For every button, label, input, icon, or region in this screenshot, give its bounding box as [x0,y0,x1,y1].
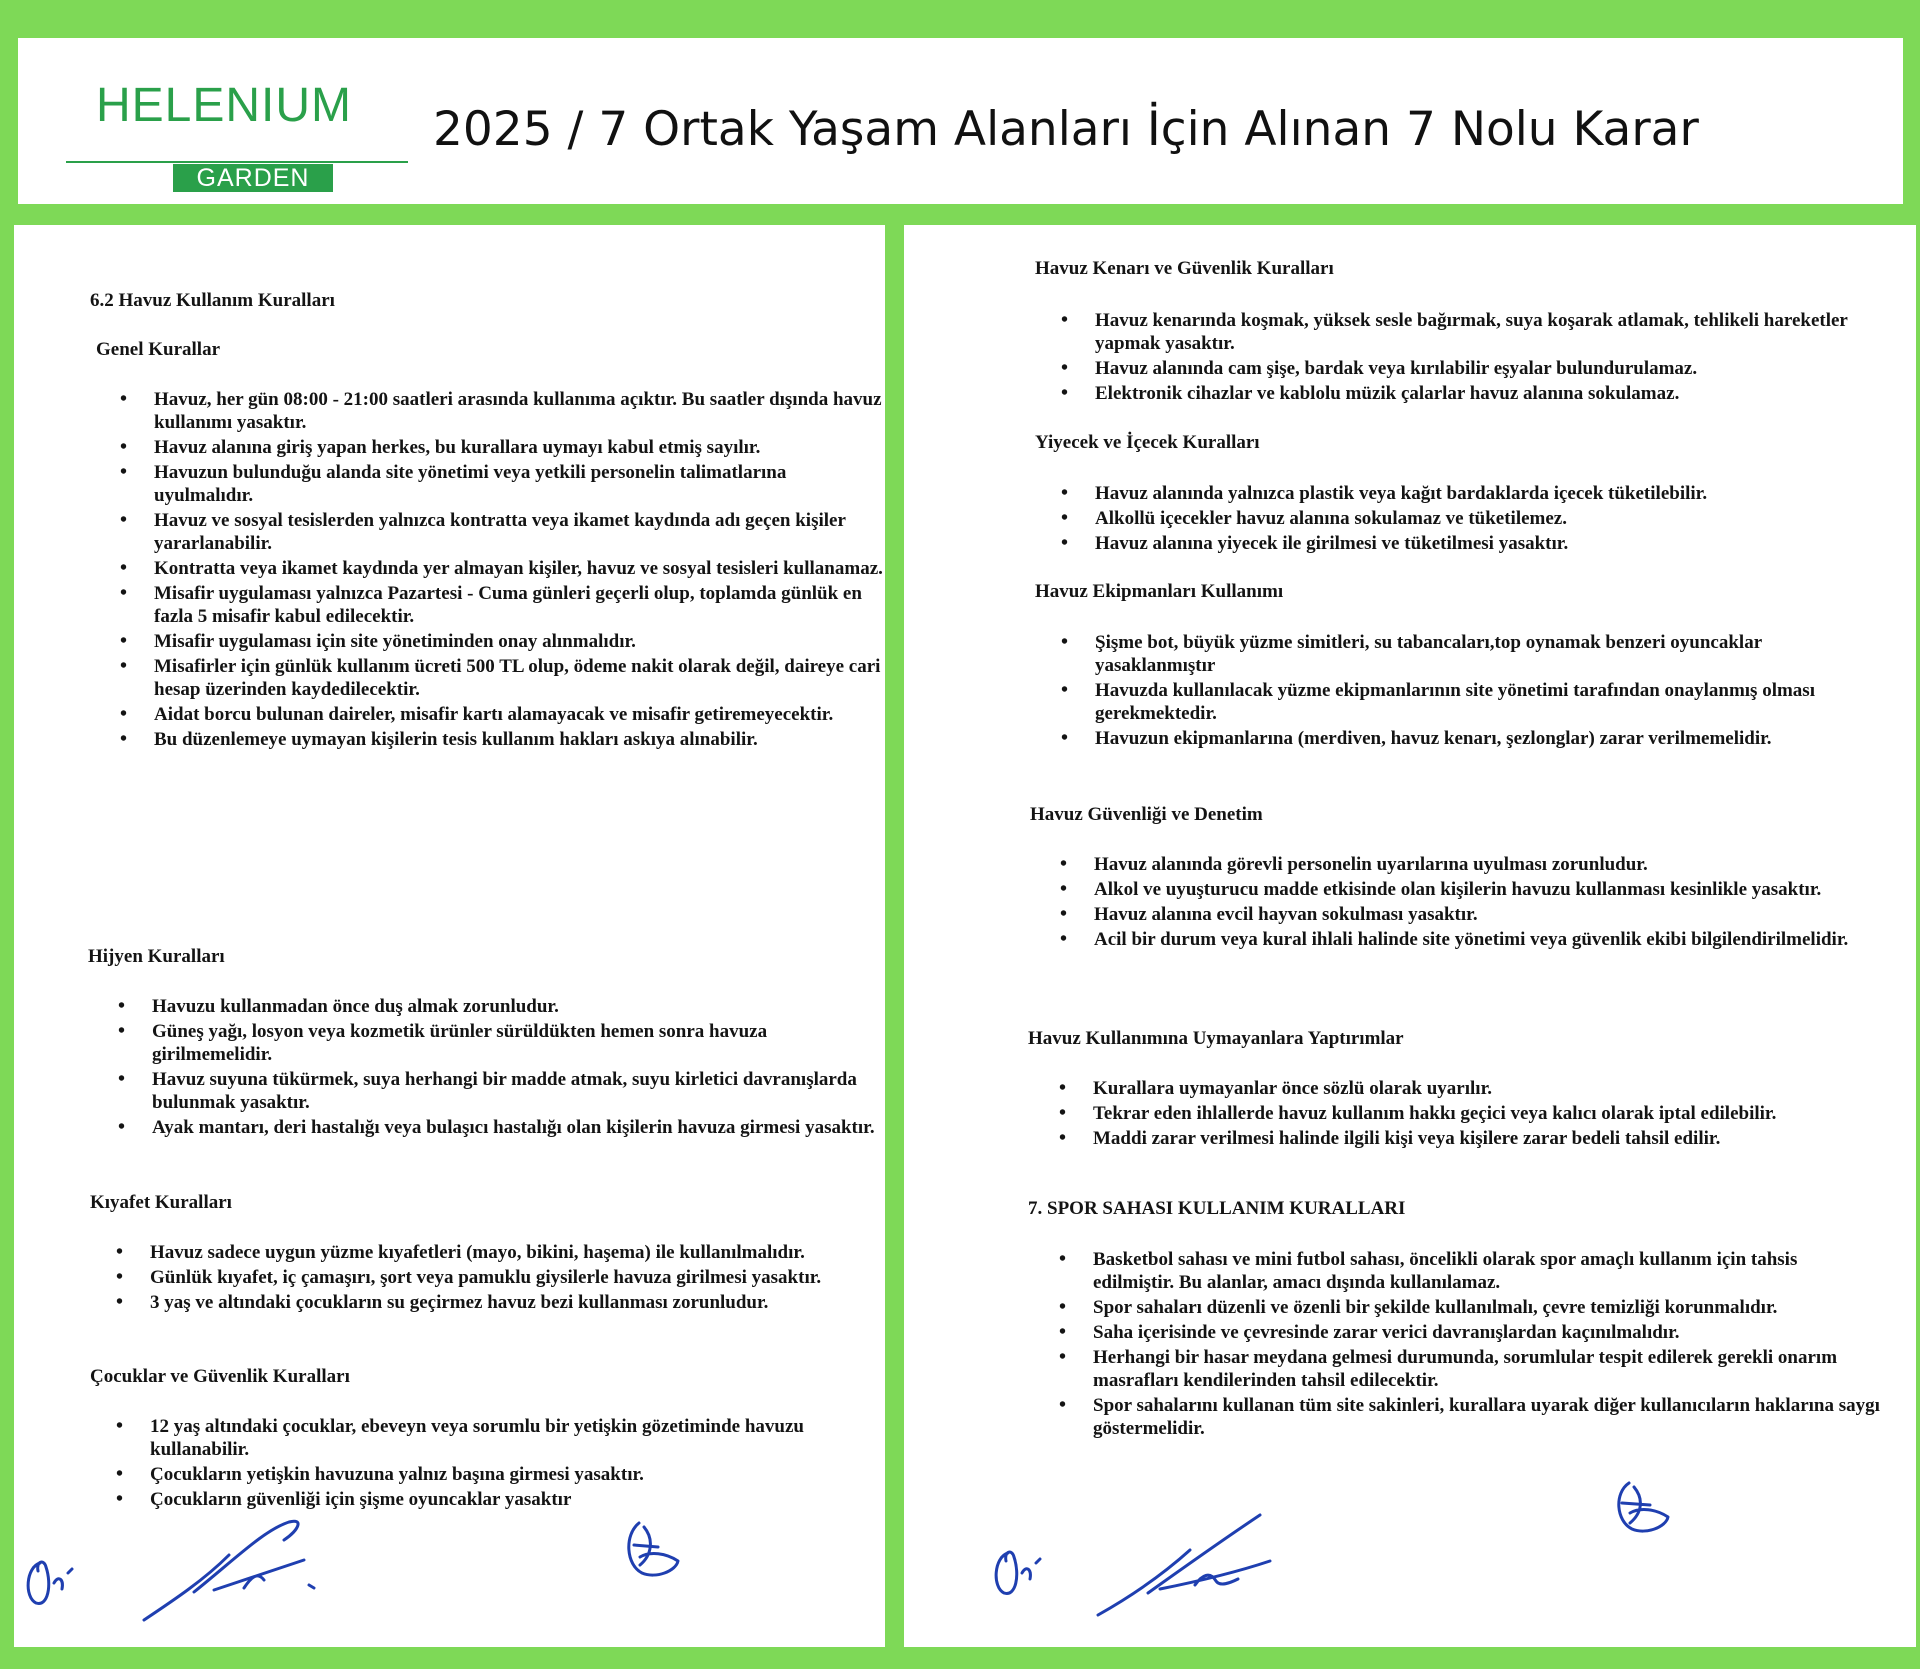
list-item: • Aidat borcu bulunan daireler, misafir kartı alamayacak ve misafir getiremeyecektir. [154,703,884,726]
list-item: • 3 yaş ve altındaki çocukların su geçirmez havuz bezi kullanması zorunludur. [150,1291,885,1314]
signature-main-1 [134,1500,364,1630]
document-page-right [904,225,1916,1647]
subsection-title-yaptirimlar: Havuz Kullanımına Uymayanlara Yaptırımlar [1028,1028,1404,1049]
list-item: • Bu düzenlemeye uymayan kişilerin tesis kullanım hakları askıya alınabilir. [154,728,884,751]
list-item: • Havuz alanına giriş yapan herkes, bu kurallara uymayı kabul etmiş sayılır. [154,436,884,459]
signature-initials-2 [986,1535,1056,1605]
list-item: • Şişme bot, büyük yüzme simitleri, su tabancaları,top oynamak benzeri oyuncaklar yasaklanmıştır [1095,631,1865,677]
list-item: • Çocukların yetişkin havuzuna yalnız başına girmesi yasaktır. [150,1463,885,1486]
list-item: • Havuz sadece uygun yüzme kıyafetleri (mayo, bikini, haşema) ile kullanılmalıdır. [150,1241,885,1264]
section-heading-havuz-kullanim: 6.2 Havuz Kullanım Kuralları [90,290,335,311]
bullet-list-ekipman [1095,631,1865,752]
list-item: • Havuz, her gün 08:00 - 21:00 saatleri arasında kullanıma açıktır. Bu saatler dışında havuz kullanımı yasaktır. [154,388,884,434]
list-item: • Havuzda kullanılacak yüzme ekipmanlarının site yönetimi tarafından onaylanmış olması gerekmektedir. [1095,679,1865,725]
list-item: • Saha içerisinde ve çevresinde zarar verici davranışlardan kaçınılmalıdır. [1093,1321,1883,1344]
subsection-title-hijyen: Hijyen Kuralları [88,946,225,967]
list-item: • Havuz alanına yiyecek ile girilmesi ve tüketilmesi yasaktır. [1095,532,1865,555]
signature-initials-1 [18,1545,88,1615]
subsection-title-guvenlik: Havuz Güvenliği ve Denetim [1030,804,1263,825]
list-item: • Havuz alanına evcil hayvan sokulması yasaktır. [1094,903,1894,926]
list-item: • Misafirler için günlük kullanım ücreti 500 TL olup, ödeme nakit olarak değil, daireye cari hesap üzerinden kaydedilecektir. [154,655,884,701]
list-item: • 12 yaş altındaki çocuklar, ebeveyn veya sorumlu bir yetişkin gözetiminde havuzu kullanabilir. [150,1415,885,1461]
logo-underline [66,161,408,163]
page-title: 2025 / 7 Ortak Yaşam Alanları İçin Alınan 7 Nolu Karar [433,102,1699,157]
subsection-title-genel: Genel Kurallar [96,339,221,360]
list-item: • Havuz kenarında koşmak, yüksek sesle bağırmak, suya koşarak atlamak, tehlikeli hareketler yapmak yasaktır. [1095,309,1865,355]
bullet-list-genel [154,388,884,753]
list-item: • Havuzun bulunduğu alanda site yönetimi veya yetkili personelin talimatlarına uyulmalıdır. [154,461,884,507]
list-item: • Misafir uygulaması yalnızca Pazartesi - Cuma günleri geçerli olup, toplamda günlük en fazla 5 misafir kabul edilecektir. [154,582,884,628]
bullet-list-havuz-kenari [1095,309,1865,407]
bullet-list-guvenlik [1094,853,1894,953]
list-item: • Acil bir durum veya kural ihlali halinde site yönetimi veya güvenlik ekibi bilgilendirilmelidir. [1094,928,1894,951]
list-item: • Havuz alanında cam şişe, bardak veya kırılabilir eşyalar bulundurulamaz. [1095,357,1865,380]
bullet-list-yaptirimlar [1093,1077,1883,1152]
header-banner [18,38,1903,204]
list-item: • Elektronik cihazlar ve kablolu müzik çalarlar havuz alanına sokulamaz. [1095,382,1865,405]
list-item: • Havuz suyuna tükürmek, suya herhangi bir madde atmak, suyu kirletici davranışlarda bulunmak yasaktır. [152,1068,884,1114]
list-item: • Havuz alanında görevli personelin uyarılarına uyulması zorunludur. [1094,853,1894,876]
list-item: • Günlük kıyafet, iç çamaşırı, şort veya pamuklu giysilerle havuza girilmesi yasaktır. [150,1266,885,1289]
signature-main-2 [1090,1505,1320,1625]
list-item: • Maddi zarar verilmesi halinde ilgili kişi veya kişilere zarar bedeli tahsil edilir. [1093,1127,1883,1150]
bullet-list-hijyen [152,995,884,1141]
section-heading-spor-sahasi: 7. SPOR SAHASI KULLANIM KURALLARI [1028,1198,1406,1219]
signature-stamp-1 [614,1515,684,1585]
bullet-list-cocuklar [150,1415,885,1513]
helenium-garden-logo [66,79,426,192]
list-item: • Spor sahaları düzenli ve özenli bir şekilde kullanılmalı, çevre temizliği korunmalıdır. [1093,1296,1883,1319]
list-item: • Alkol ve uyuşturucu madde etkisinde olan kişilerin havuzu kullanması kesinlikle yasaktır. [1094,878,1894,901]
document-page-left [14,225,885,1647]
bullet-list-yiyecek [1095,482,1865,557]
subsection-title-havuz-kenari: Havuz Kenarı ve Güvenlik Kuralları [1035,258,1334,279]
subsection-title-cocuklar: Çocuklar ve Güvenlik Kuralları [90,1366,350,1387]
list-item: • Kurallara uymayanlar önce sözlü olarak uyarılır. [1093,1077,1883,1100]
logo-text-top: HELENIUM [96,79,353,132]
list-item: • Havuzun ekipmanlarına (merdiven, havuz kenarı, şezlonglar) zarar verilmemelidir. [1095,727,1865,750]
list-item: • Güneş yağı, losyon veya kozmetik ürünler sürüldükten hemen sonra havuza girilmemelidir. [152,1020,884,1066]
logo-text-bottom: GARDEN [173,164,333,192]
subsection-title-yiyecek: Yiyecek ve İçecek Kuralları [1035,432,1260,453]
list-item: • Havuzu kullanmadan önce duş almak zorunludur. [152,995,884,1018]
list-item: • Kontratta veya ikamet kaydında yer almayan kişiler, havuz ve sosyal tesisleri kullanamaz. [154,557,884,580]
signature-stamp-2 [1604,1477,1674,1537]
list-item: • Tekrar eden ihlallerde havuz kullanım hakkı geçici veya kalıcı olarak iptal edilebilir. [1093,1102,1883,1125]
bullet-list-spor-sahasi [1093,1248,1883,1442]
list-item: • Herhangi bir hasar meydana gelmesi durumunda, sorumlular tespit edilerek gerekli onarım masrafları kendilerinden tahsil edilecektir. [1093,1346,1883,1392]
bullet-list-kiyafet [150,1241,885,1316]
list-item: • Çocukların güvenliği için şişme oyuncaklar yasaktır [150,1488,885,1511]
subsection-title-kiyafet: Kıyafet Kuralları [90,1192,232,1213]
list-item: • Havuz alanında yalnızca plastik veya kağıt bardaklarda içecek tüketilebilir. [1095,482,1865,505]
list-item: • Misafir uygulaması için site yönetiminden onay alınmalıdır. [154,630,884,653]
subsection-title-ekipman: Havuz Ekipmanları Kullanımı [1035,581,1284,602]
list-item: • Ayak mantarı, deri hastalığı veya bulaşıcı hastalığı olan kişilerin havuza girmesi yasaktır. [152,1116,884,1139]
list-item: • Spor sahalarını kullanan tüm site sakinleri, kurallara uyarak diğer kullanıcıların haklarına saygı göstermelidir. [1093,1394,1883,1440]
list-item: • Alkollü içecekler havuz alanına sokulamaz ve tüketilemez. [1095,507,1865,530]
list-item: • Basketbol sahası ve mini futbol sahası, öncelikli olarak spor amaçlı kullanım için tahsis edilmiştir. Bu alanlar, amacı dışında kullanılamaz. [1093,1248,1883,1294]
list-item: • Havuz ve sosyal tesislerden yalnızca kontratta veya ikamet kaydında adı geçen kişiler yararlanabilir. [154,509,884,555]
